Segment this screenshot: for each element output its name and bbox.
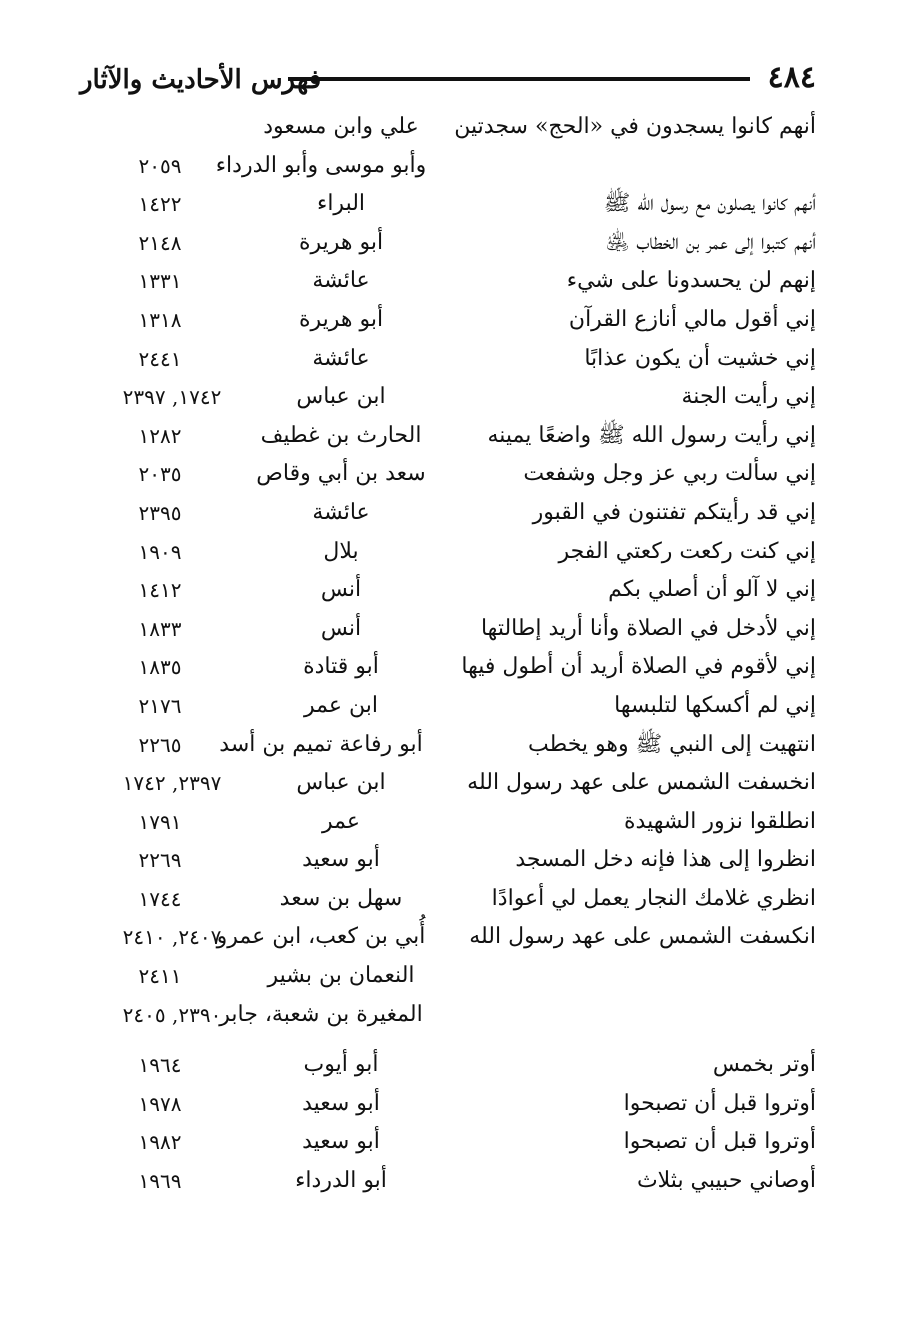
hadith-text: إني رأيت رسول الله ﷺ واضعًا يمينه bbox=[487, 422, 816, 448]
narrator: سهل بن سعد bbox=[279, 885, 403, 911]
section-gap bbox=[80, 1034, 816, 1046]
reference-number: ١٤١٢ bbox=[138, 578, 182, 603]
narrator: أبو رفاعة تميم بن أسد bbox=[219, 731, 423, 757]
index-row bbox=[80, 841, 816, 880]
index-row bbox=[80, 340, 816, 379]
index-row bbox=[80, 764, 816, 803]
index-row bbox=[80, 687, 816, 726]
reference-number: ٢٢٦٥ bbox=[138, 732, 182, 757]
reference-number: ١٣٣١ bbox=[138, 269, 182, 294]
reference-number: ١٤٢٢ bbox=[138, 192, 182, 217]
index-row bbox=[80, 224, 816, 263]
reference-number: ٢٤١١ bbox=[138, 964, 182, 989]
hadith-text: إني كنت ركعت ركعتي الفجر bbox=[558, 538, 816, 564]
hadith-text: انظروا إلى هذا فإنه دخل المسجد bbox=[515, 847, 816, 873]
index-row bbox=[80, 455, 816, 494]
narrator: سعد بن أبي وقاص bbox=[256, 461, 426, 487]
hadith-text: انتهيت إلى النبي ﷺ وهو يخطب bbox=[528, 731, 816, 757]
hadith-text: انخسفت الشمس على عهد رسول الله bbox=[467, 770, 816, 796]
narrator: عمر bbox=[322, 808, 360, 834]
index-row bbox=[80, 726, 816, 765]
index-row bbox=[80, 880, 816, 919]
narrator: أبو هريرة bbox=[298, 229, 384, 255]
index-row bbox=[80, 147, 816, 186]
narrator: بلال bbox=[323, 538, 359, 564]
hadith-text: انكسفت الشمس على عهد رسول الله bbox=[469, 924, 816, 950]
hadith-text: أوصاني حبيبي بثلاث bbox=[636, 1168, 816, 1194]
reference-number: ١٩٠٩ bbox=[138, 539, 182, 564]
reference-number: ٢٤٠٧, ٢٤١٠ bbox=[122, 925, 222, 950]
reference-number: ١٧٤٢, ٢٣٩٧ bbox=[122, 385, 222, 410]
reference-number: ٢٢٦٩ bbox=[138, 848, 182, 873]
header-rule bbox=[288, 77, 750, 81]
index-row bbox=[80, 610, 816, 649]
reference-number: ٢١٤٨ bbox=[138, 230, 182, 255]
reference-number: ١٨٣٣ bbox=[138, 616, 182, 641]
index-row bbox=[80, 185, 816, 224]
hadith-text: انطلقوا نزور الشهيدة bbox=[624, 808, 816, 834]
reference-number: ٢٣٩٧, ١٧٤٢ bbox=[122, 771, 222, 796]
narrator: ابن عباس bbox=[296, 384, 386, 410]
reference-number: ١٧٤٤ bbox=[138, 886, 182, 911]
hadith-text: أوتروا قبل أن تصبحوا bbox=[623, 1090, 816, 1116]
index-row bbox=[80, 417, 816, 456]
narrator: أبو سعيد bbox=[302, 1129, 380, 1155]
index-row bbox=[80, 494, 816, 533]
narrator: أنس bbox=[320, 615, 362, 641]
index-row bbox=[80, 533, 816, 572]
narrator: النعمان بن بشير bbox=[267, 963, 415, 989]
reference-number: ٢١٧٦ bbox=[138, 693, 182, 718]
narrator: الحارث بن غطيف bbox=[260, 422, 422, 448]
hadith-text: إنهم لن يحسدونا على شيء bbox=[566, 268, 816, 294]
hadith-text: إني أقول مالي أنازع القرآن bbox=[568, 306, 816, 332]
narrator: أبو سعيد bbox=[302, 1090, 380, 1116]
index-row bbox=[80, 803, 816, 842]
reference-number: ١٩٦٤ bbox=[138, 1053, 182, 1078]
narrator: المغيرة بن شعبة، جابر bbox=[219, 1001, 423, 1027]
index-row bbox=[80, 1085, 816, 1124]
hadith-index-table bbox=[80, 108, 816, 1201]
reference-number: ٢٠٥٩ bbox=[138, 153, 182, 178]
narrator: ابن عمر bbox=[304, 692, 378, 718]
reference-number: ١٩٧٨ bbox=[138, 1091, 182, 1116]
reference-number: ٢٠٣٥ bbox=[138, 462, 182, 487]
index-row bbox=[80, 108, 816, 147]
narrator: عائشة bbox=[312, 345, 370, 371]
running-title: فهرس الأحاديث والآثار bbox=[80, 65, 322, 95]
index-row bbox=[80, 571, 816, 610]
narrator: أنس bbox=[320, 577, 362, 603]
index-row bbox=[80, 301, 816, 340]
hadith-text: إني رأيت الجنة bbox=[681, 384, 816, 410]
index-row bbox=[80, 1123, 816, 1162]
hadith-text: إني لا آلو أن أصلي بكم bbox=[608, 577, 816, 603]
index-row bbox=[80, 918, 816, 957]
index-row bbox=[80, 648, 816, 687]
narrator: علي وابن مسعود bbox=[263, 114, 419, 139]
hadith-text: أوتر بخمس bbox=[712, 1052, 816, 1078]
reference-number: ٢٤٤١ bbox=[138, 346, 182, 371]
narrator: أبو الدرداء bbox=[295, 1168, 387, 1194]
index-row bbox=[80, 378, 816, 417]
index-row bbox=[80, 1162, 816, 1201]
reference-number: ٢٣٩٥ bbox=[138, 500, 182, 525]
index-row bbox=[80, 996, 816, 1035]
hadith-text: أوتروا قبل أن تصبحوا bbox=[623, 1129, 816, 1155]
page-number: ٤٨٤ bbox=[767, 60, 816, 95]
reference-number: ١٩٨٢ bbox=[138, 1130, 182, 1155]
hadith-text: أنهم كانوا يصلون مع رسول الله ﷺ bbox=[603, 191, 816, 217]
hadith-text: إني قد رأيتكم تفتنون في القبور bbox=[532, 499, 816, 525]
narrator: ابن عباس bbox=[296, 770, 386, 796]
index-row bbox=[80, 262, 816, 301]
narrator: البراء bbox=[316, 191, 366, 217]
hadith-text: أنهم كتبوا إلى عمر بن الخطاب ﵁ bbox=[605, 229, 816, 255]
narrator: أبو أيوب bbox=[303, 1052, 379, 1078]
narrator: عائشة bbox=[312, 499, 370, 525]
hadith-text: إني لأدخل في الصلاة وأنا أريد إطالتها bbox=[480, 615, 816, 641]
reference-number: ١٩٦٩ bbox=[138, 1169, 182, 1194]
narrator: أبو هريرة bbox=[298, 306, 384, 332]
reference-number: ١٨٣٥ bbox=[138, 655, 182, 680]
narrator: أبو سعيد bbox=[302, 847, 380, 873]
hadith-text: إني لأقوم في الصلاة أريد أن أطول فيها bbox=[461, 654, 816, 680]
hadith-text: أنهم كانوا يسجدون في «الحج» سجدتين bbox=[454, 114, 816, 139]
index-row bbox=[80, 1046, 816, 1085]
narrator: عائشة bbox=[312, 268, 370, 294]
hadith-text: إني خشيت أن يكون عذابًا bbox=[584, 345, 816, 371]
narrator: أبو قتادة bbox=[303, 654, 379, 680]
reference-number: ١٢٨٢ bbox=[138, 423, 182, 448]
reference-number: ١٧٩١ bbox=[138, 809, 182, 834]
hadith-text: إني سألت ربي عز وجل وشفعت bbox=[523, 461, 816, 487]
hadith-text: إني لم أكسكها لتلبسها bbox=[614, 692, 816, 718]
page-header bbox=[80, 56, 816, 102]
reference-number: ٢٣٩٠, ٢٤٠٥ bbox=[122, 1002, 222, 1027]
reference-number: ١٣١٨ bbox=[138, 307, 182, 332]
narrator: وأبو موسى وأبو الدرداء bbox=[215, 152, 427, 178]
index-row bbox=[80, 957, 816, 996]
hadith-text: انظري غلامك النجار يعمل لي أعوادًا bbox=[491, 885, 816, 911]
narrator: أُبي بن كعب، ابن عمرو bbox=[216, 924, 426, 950]
